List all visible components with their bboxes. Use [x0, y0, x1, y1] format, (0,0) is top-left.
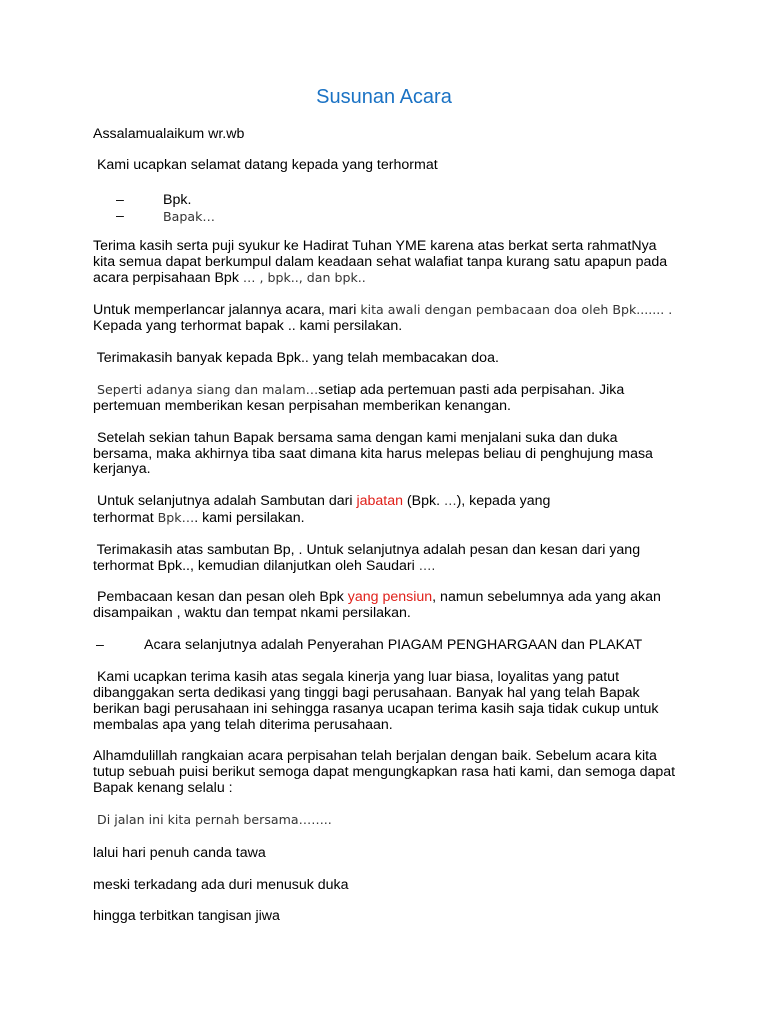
list-item: Acara selanjutnya adalah Penyerahan PIAGAM PENGHARGAAN dan PLAKAT	[144, 637, 643, 653]
paragraph-line: Terimakasih atas sambutan Bp, . Untuk selanjutnya adalah pesan dan kesan dari yang	[93, 542, 641, 558]
text-segment: … , bpk.., dan bpk..	[242, 270, 366, 285]
paragraph-line	[93, 270, 366, 286]
paragraph-line: Terima kasih serta puji syukur ke Hadirat Tuhan YME karena atas berkat serta rahmatNya	[93, 238, 657, 254]
paragraph-line	[93, 493, 550, 509]
text-segment: terhormat Bpk.., kemudian dilanjutkan oleh Saudari	[93, 558, 419, 574]
paragraph-line: Kami ucapkan terima kasih atas segala kinerja yang luar biasa, loyalitas yang patut	[93, 669, 620, 685]
highlight-text: yang pensiun	[347, 589, 433, 605]
paragraph-line: disampaikan , waktu dan tempat nkami persilakan.	[93, 605, 411, 621]
paragraph-line: Terimakasih banyak kepada Bpk.. yang telah membacakan doa.	[93, 350, 499, 366]
list-item: Bapak…	[163, 209, 215, 224]
paragraph-line: Kepada yang terhormat bapak .. kami persilakan.	[93, 318, 403, 334]
text-segment: …	[443, 493, 457, 508]
paragraph-line: tutup sebuah puisi berikut semoga dapat mengungkapkan rasa hati kami, dan semoga dapat	[93, 764, 676, 780]
paragraph-line: bersama, maka akhirnya tiba saat dimana kita harus melepas beliau di penghujung masa	[93, 446, 653, 462]
list-dash: –	[116, 192, 124, 208]
paragraph-line: berikan bagi perusahaan ini sehingga rasanya ucapan terima kasih saja tidak cukup untuk	[93, 701, 659, 717]
poem-line: lalui hari penuh canda tawa	[93, 845, 266, 861]
text-segment: Pembacaan kesan dan pesan oleh Bpk	[93, 589, 348, 605]
text-segment: acara perpisahaan Bpk	[93, 270, 243, 286]
paragraph-line: dibanggakan serta dedikasi yang tinggi bagi perusahaan. Banyak hal yang telah Bapak	[93, 685, 640, 701]
text-segment: Bpk…	[157, 510, 195, 525]
paragraph-line	[93, 558, 435, 574]
text-segment: (Bpk.	[402, 493, 444, 509]
paragraph-line	[93, 510, 305, 526]
paragraph-line: Bapak kenang selalu :	[93, 780, 233, 796]
text-segment: Untuk selanjutnya adalah Sambutan dari	[93, 493, 357, 509]
page-title: Susunan Acara	[316, 86, 452, 108]
paragraph-line: kerjanya.	[93, 461, 151, 477]
paragraph-line	[93, 302, 672, 318]
text-segment: ), kepada yang	[456, 493, 551, 509]
poem-line: Di jalan ini kita pernah bersama……..	[93, 812, 332, 827]
paragraph-line	[93, 382, 624, 398]
list-dash: –	[96, 637, 104, 653]
text-segment: kita awali dengan pembacaan doa oleh Bpk....... .	[360, 302, 673, 317]
greeting: Assalamualaikum wr.wb	[93, 126, 245, 142]
text-segment: Seperti adanya siang dan malam…	[93, 382, 319, 397]
welcome-text: Kami ucapkan selamat datang kepada yang terhormat	[93, 157, 438, 173]
text-segment: , namun sebelumnya ada yang akan	[432, 589, 661, 605]
text-segment: setiap ada pertemuan pasti ada perpisahan. Jika	[318, 382, 625, 398]
paragraph-line: kita semua dapat berkumpul dalam keadaan sehat walafiat tanpa kurang satu apapun pada	[93, 254, 668, 270]
text-segment: . kami persilakan.	[194, 510, 305, 526]
paragraph-line	[93, 589, 661, 605]
paragraph-line: membalas apa yang telah diterima perusahaan.	[93, 717, 393, 733]
text-segment: ….	[418, 558, 436, 573]
paragraph-line: Setelah sekian tahun Bapak bersama sama dengan kami menjalani suka dan duka	[93, 430, 618, 446]
paragraph-line: Alhamdulillah rangkaian acara perpisahan telah berjalan dengan baik. Sebelum acara kita	[93, 748, 657, 764]
paragraph-line: pertemuan memberikan kesan perpisahan memberikan kenangan.	[93, 398, 511, 414]
text-segment: terhormat	[93, 510, 158, 526]
list-item: Bpk.	[163, 192, 192, 208]
text-segment: Untuk memperlancar jalannya acara, mari	[93, 302, 361, 318]
poem-line: meski terkadang ada duri menusuk duka	[93, 877, 349, 893]
poem-line: hingga terbitkan tangisan jiwa	[93, 908, 280, 924]
list-dash: –	[116, 208, 124, 224]
highlight-text: jabatan	[356, 493, 403, 509]
